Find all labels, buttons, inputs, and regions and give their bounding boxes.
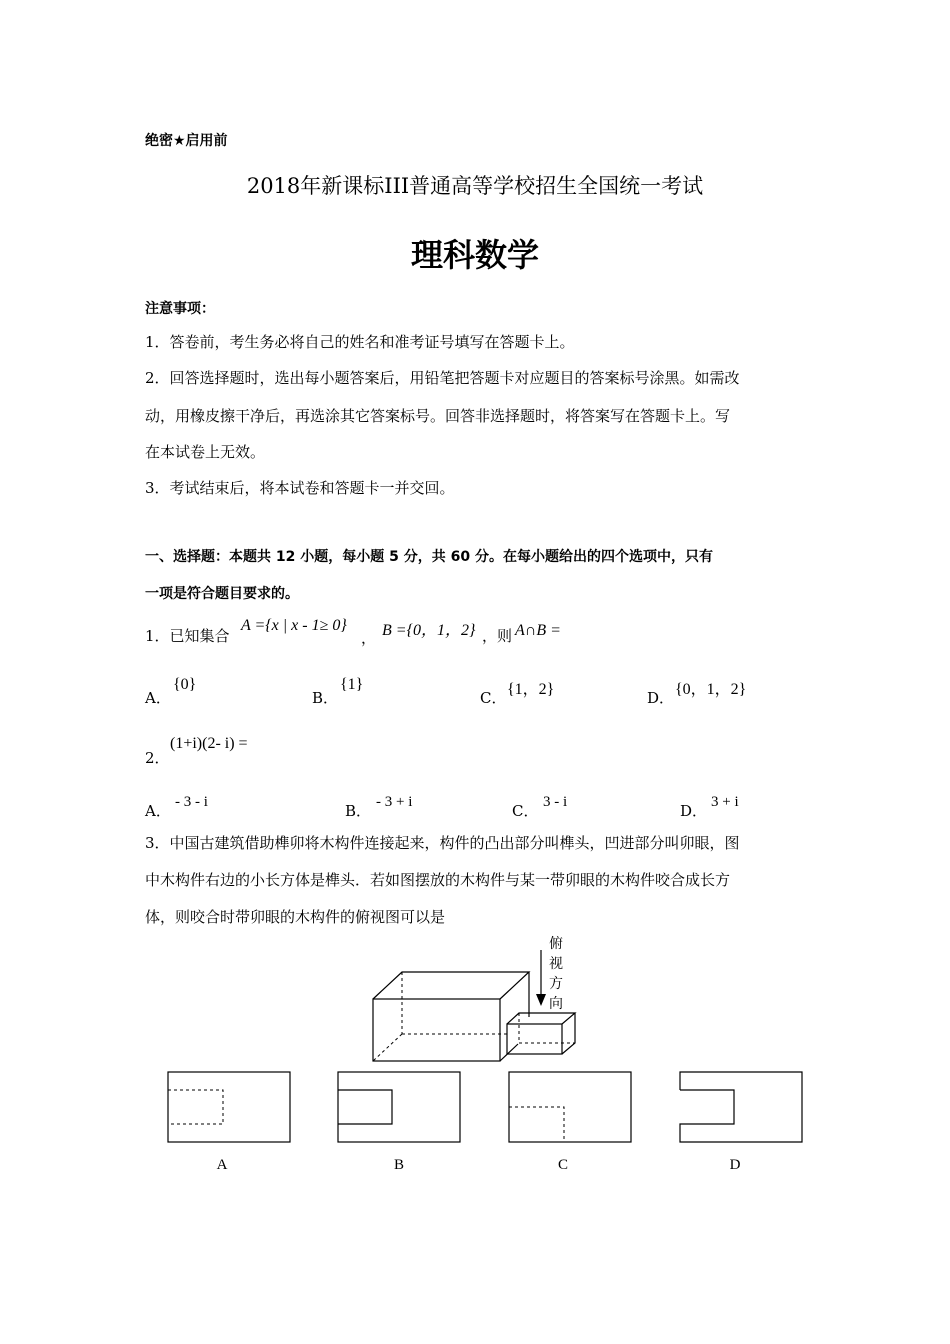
top-view-a-outline <box>168 1072 290 1142</box>
q1-prefix: 1．已知集合 <box>145 627 230 645</box>
top-view-b-outline <box>338 1072 460 1142</box>
q1-suffix: ，则 <box>482 627 513 645</box>
notice-item-2-line-3: 在本试卷上无效。 <box>145 443 266 461</box>
subject-title: 理科数学 <box>410 236 539 274</box>
q1-option-a-value: {0} <box>173 676 197 693</box>
q1-comma: ， <box>361 629 377 647</box>
notice-heading: 注意事项： <box>145 301 215 317</box>
q2-option-a-value: - 3 - i <box>175 794 208 810</box>
q1-set-b: B ={0，1，2} <box>382 622 476 639</box>
q1-option-c-label: C． <box>480 689 507 707</box>
q1-option-d-value: {0，1，2} <box>675 681 747 698</box>
top-view-b-label: B <box>393 1157 405 1173</box>
q1-set-a: A ={x | x - 1≥ 0} <box>241 617 347 634</box>
top-view-a-label: A <box>216 1157 228 1173</box>
q3-line-1: 3．中国古建筑借助榫卯将木构件连接起来，构件的凸出部分叫榫头，凹进部分叫卯眼，图 <box>145 834 740 852</box>
q2-option-d-label: D． <box>680 802 708 820</box>
tenon-front-face <box>507 1024 562 1054</box>
q2-expression: (1+i)(2- i) = <box>170 735 248 752</box>
notice-item-3: 3．考试结束后，将本试卷和答题卡一并交回。 <box>145 479 455 497</box>
q1-option-d-label: D． <box>647 689 675 707</box>
tenon-top-face <box>507 1013 575 1024</box>
large-box-top-face <box>373 972 529 999</box>
view-label-char-3: 方 <box>549 977 563 992</box>
q1-option-a-label: A． <box>145 689 171 707</box>
notice-item-2-line-2: 动，用橡皮擦干净后，再选涂其它答案标号。回答非选择题时，将答案写在答题卡上。写 <box>145 407 731 425</box>
top-view-a-hidden-mortise <box>168 1090 223 1124</box>
q1-option-c-value: {1，2} <box>507 681 555 698</box>
exam-title: 2018年新课标III普通高等学校招生全国统一考试 <box>246 174 704 198</box>
q2-option-b-value: - 3 + i <box>376 794 413 810</box>
section-1-heading-line-1: 一、选择题：本题共 12 小题，每小题 5 分，共 60 分。在每小题给出的四个选项中，只有 <box>145 549 713 565</box>
q2-option-d-value: 3 + i <box>711 794 739 810</box>
secret-label: 绝密★启用前 <box>145 133 228 149</box>
q2-option-c-value: 3 - i <box>543 794 568 810</box>
notice-item-1: 1．答卷前，考生务必将自己的姓名和准考证号填写在答题卡上。 <box>145 333 575 351</box>
view-label-char-1: 俯 <box>549 937 563 952</box>
top-view-d-outline <box>680 1072 802 1142</box>
notice-item-2-line-1: 2．回答选择题时，选出每小题答案后，用铅笔把答题卡对应题目的答案标号涂黑。如需改 <box>145 369 740 387</box>
top-view-b-mortise <box>338 1090 392 1124</box>
q1-option-b-value: {1} <box>340 676 364 693</box>
q2-option-a-label: A． <box>145 802 171 820</box>
top-view-c-hidden-mortise <box>509 1107 564 1142</box>
q3-line-3: 体，则咬合时带卯眼的木构件的俯视图可以是 <box>145 908 446 926</box>
top-view-c-label: C <box>557 1157 569 1173</box>
q2-option-b-label: B． <box>345 802 372 820</box>
q1-option-b-label: B． <box>312 689 339 707</box>
large-box-front-face <box>373 999 500 1061</box>
q1-expression: A∩B = <box>515 622 561 639</box>
view-direction-arrow-head <box>536 994 546 1006</box>
section-1-heading-line-2: 一项是符合题目要求的。 <box>145 586 299 602</box>
q3-line-2: 中木构件右边的小长方体是榫头．若如图摆放的木构件与某一带卯眼的木构件咬合成长方 <box>145 871 731 889</box>
top-view-d-label: D <box>729 1157 741 1173</box>
view-label-char-4: 向 <box>549 997 563 1012</box>
q2-number: 2． <box>145 749 170 767</box>
large-box-bottom-right-edge <box>500 1044 518 1061</box>
view-label-char-2: 视 <box>549 957 563 972</box>
q2-option-c-label: C． <box>512 802 539 820</box>
large-box-hidden-diagonal <box>373 1034 402 1061</box>
